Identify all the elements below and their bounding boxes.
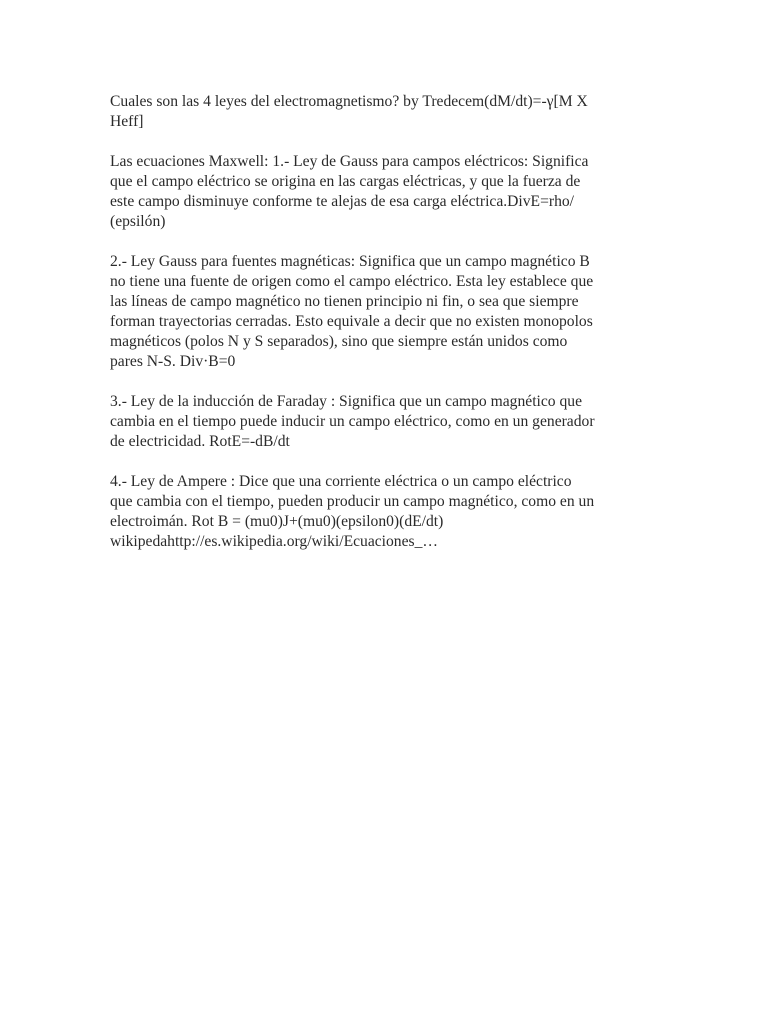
paragraph-law-1: Las ecuaciones Maxwell: 1.- Ley de Gauss para campos eléctricos: Significa que el campo eléctrico se origina en las cargas eléctricas, y que la fuerza de este campo disminuye conforme te alejas de esa carga eléctrica.DivE=rho/ (epsilón) xyxy=(110,153,589,230)
paragraph-title: Cuales son las 4 leyes del electromagnetismo? by Tredecem(dM/dt)=-γ[M X Heff] xyxy=(110,93,588,130)
document-body xyxy=(110,92,658,572)
paragraph-law-4: 4.- Ley de Ampere : Dice que una corriente eléctrica o un campo eléctrico que cambia con el tiempo, pueden producir un campo magnético, como en un electroimán. Rot B = (mu0)J+(mu0)(epsilon0)(dE/dt) wikipedahttp://es.wikipedia.org/wiki/Ecuaciones_… xyxy=(110,473,595,550)
paragraph-law-3: 3.- Ley de la inducción de Faraday : Significa que un campo magnético que cambia en el tiempo puede inducir un campo eléctrico, como en un generador de electricidad. RotE=-dB/dt xyxy=(110,393,595,450)
paragraph-law-2: 2.- Ley Gauss para fuentes magnéticas: Significa que un campo magnético B no tiene una fuente de origen como el campo eléctrico. Esta ley establece que las líneas de campo magnético no tienen principio ni fin, o sea que siempre forman trayectorias cerradas. Esto equivale a decir que no existen monopolos magnéticos (polos N y S separados), sino que siempre están unidos como pares N-S. Div·B=0 xyxy=(110,253,594,370)
